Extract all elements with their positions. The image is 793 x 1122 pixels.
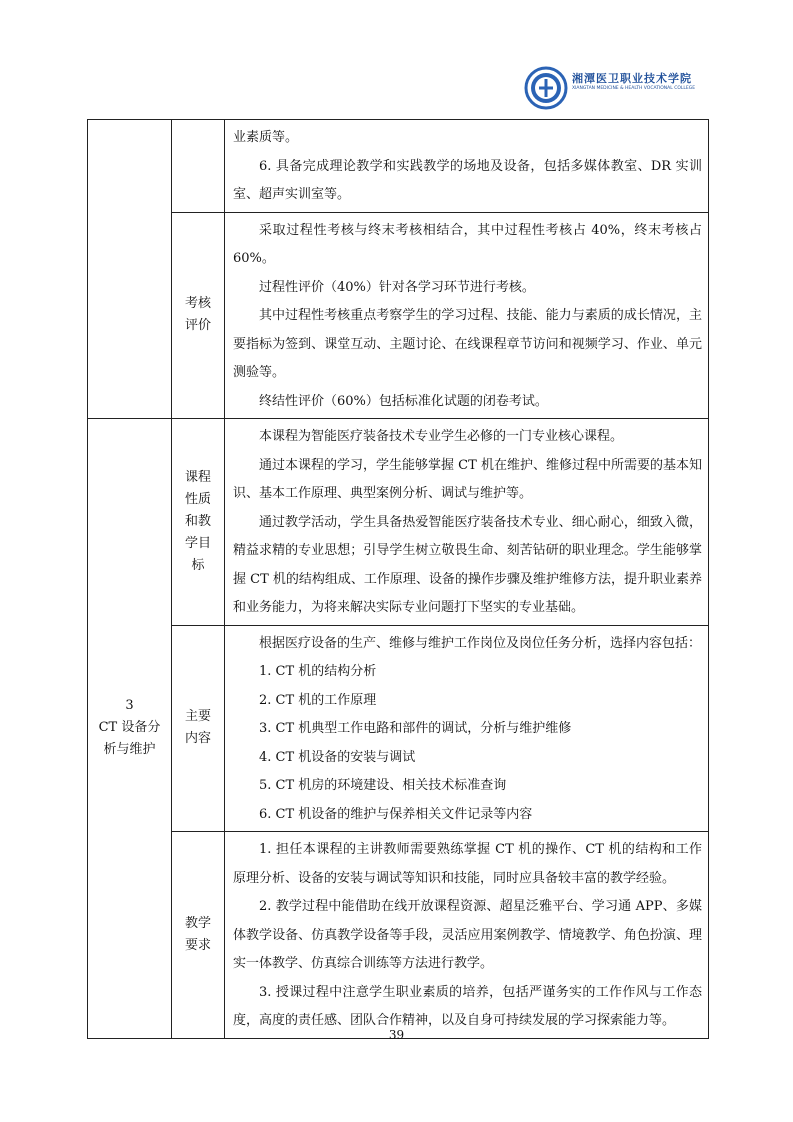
assessment-paragraph: 过程性评价（40%）针对各学习环节进行考核。 [259, 279, 535, 295]
table-row [88, 212, 709, 419]
content-cell [225, 120, 709, 213]
requirements-label [172, 832, 225, 1039]
content-item: 1. CT 机的结构分析 [259, 664, 377, 679]
course-cell-continued [88, 120, 172, 419]
assessment-label [172, 212, 225, 419]
page-number: 39 [388, 1028, 405, 1042]
requirements-label-line2: 要求 [184, 937, 211, 953]
requirements-label-line1: 教学 [184, 915, 211, 931]
content-item: 5. CT 机房的环境建设、相关技术标准查询 [259, 778, 507, 793]
curriculum-table [87, 119, 709, 1039]
goals-label-line: 和教 [184, 513, 211, 529]
requirements-paragraph: 2. 教学过程中能借助在线开放课程资源、超星泛雅平台、学习通 APP、多媒体教学设备、仿真教学设备等手段，灵活应用案例教学、情境教学、角色扮演、理实一体教学、仿真综合训练等方法进行教学。 [233, 899, 702, 971]
table-row [88, 419, 709, 626]
assessment-label-line2: 评价 [184, 318, 211, 334]
content-intro: 根据医疗设备的生产、维修与维护工作岗位及岗位任务分析，选择内容包括： [259, 635, 702, 651]
college-header [524, 66, 724, 114]
college-name: 湘潭医卫职业技术学院 [572, 72, 692, 85]
course-name-line1: CT 设备分 [98, 720, 161, 736]
table-row [88, 832, 709, 1039]
content-item: 2. CT 机的工作原理 [259, 692, 377, 708]
requirements-paragraph: 3. 授课过程中注意学生职业素质的培养，包括严谨务实的工作作风与工作态度，高度的责任感、团队合作精神，以及自身可持续发展的学习探索能力等。 [233, 984, 702, 1028]
content-item: 6. CT 机设备的维护与保养相关文件记录等内容 [259, 806, 533, 822]
table-row [88, 625, 709, 832]
content-label-line2: 内容 [184, 731, 211, 747]
requirement-item-6: 6. 具备完成理论教学和实践教学的场地及设备，包括多媒体教室、DR 实训室、超声实训室等。 [233, 158, 702, 202]
assessment-paragraph: 终结性评价（60%）包括标准化试题的闭卷考试。 [259, 393, 548, 409]
content-cell [225, 212, 709, 419]
goals-paragraph: 通过本课程的学习，学生能够掌握 CT 机在维护、维修过程中所需要的基本知识、基本工作原理、典型案例分析、调试与维护等。 [233, 457, 702, 501]
college-name-en: XIANGTAN MEDICINE & HEALTH VOCATIONAL COLLEGE [572, 86, 696, 91]
assessment-paragraph: 其中过程性考核重点考察学生的学习过程、技能、能力与素质的成长情况，主要指标为签到、课堂互动、主题讨论、在线课程章节访问和视频学习、作业、单元测验等。 [233, 308, 702, 380]
content-label-line1: 主要 [184, 709, 211, 725]
goals-paragraph: 通过教学活动，学生具备热爱智能医疗装备技术专业、细心耐心，细致入微，精益求精的专业思想；引导学生树立敬畏生命、刻苦钻研的职业理念。学生能够掌握 CT 机的结构组成、工作原理、设备的操作步骤及维护维修方法，提升职业素养和业务能力，为将来解决实际专业问题打下坚实的专业基础。 [233, 514, 702, 615]
college-logo-icon [524, 66, 568, 110]
content-label [172, 625, 225, 832]
goals-paragraph: 本课程为智能医疗装备技术专业学生必修的一门专业核心课程。 [259, 429, 624, 444]
content-cell [225, 832, 709, 1039]
requirements-paragraph: 1. 担任本课程的主讲教师需要熟练掌握 CT 机的操作、CT 机的结构和工作原理分析、设备的安装与调试等知识和技能，同时应具备较丰富的教学经验。 [233, 842, 702, 886]
table-row [88, 120, 709, 213]
course-name-line2: 析与维护 [103, 742, 156, 758]
course-name-cell [88, 419, 172, 1039]
label-cell-empty [172, 120, 225, 213]
goals-label-line: 性质 [184, 491, 211, 507]
goals-label-line: 标 [191, 557, 205, 573]
goals-label-line: 学目 [184, 535, 211, 551]
continuation-text: 业素质等。 [233, 130, 299, 145]
course-number: 3 [125, 698, 134, 714]
goals-label [172, 419, 225, 626]
content-item: 4. CT 机设备的安装与调试 [259, 749, 416, 765]
goals-label-line: 课程 [184, 469, 211, 485]
content-cell [225, 625, 709, 832]
assessment-label-line1: 考核 [184, 296, 211, 312]
content-item: 3. CT 机典型工作电路和部件的调试，分析与维护维修 [259, 721, 572, 736]
assessment-paragraph: 采取过程性考核与终末考核相结合，其中过程性考核占 40%，终末考核占 60%。 [233, 222, 702, 266]
content-cell [225, 419, 709, 626]
